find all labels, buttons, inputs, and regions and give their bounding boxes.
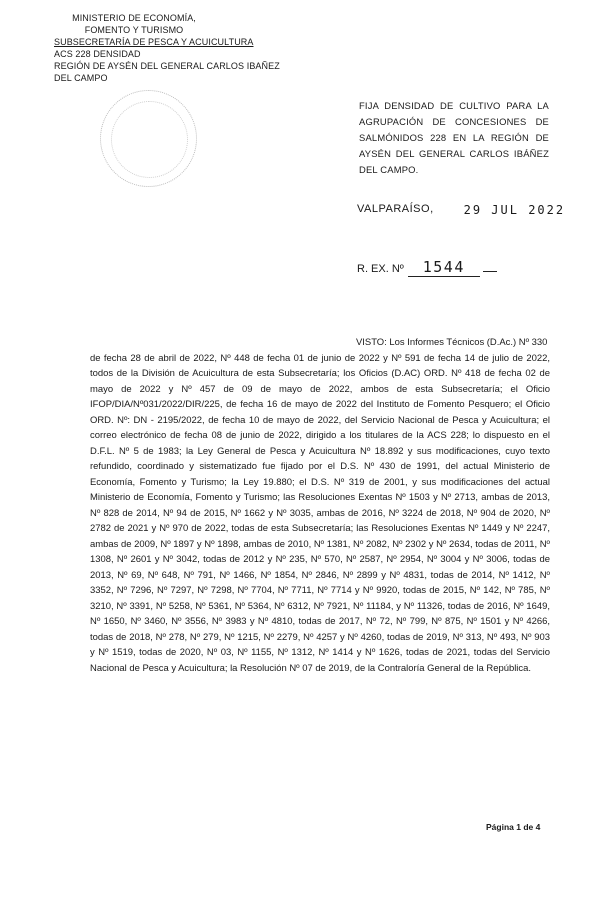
place-and-date bbox=[357, 203, 565, 217]
place: VALPARAÍSO, bbox=[357, 203, 434, 215]
official-seal bbox=[100, 90, 197, 187]
region-line: REGIÓN DE AYSÉN DEL GENERAL CARLOS IBAÑEZ DEL CAMPO bbox=[54, 61, 280, 83]
ministry-line-2: FOMENTO Y TURISMO bbox=[84, 25, 184, 35]
letterhead bbox=[54, 12, 284, 84]
resolution-number bbox=[357, 258, 497, 277]
subsecretaria-line: SUBSECRETARÍA DE PESCA Y ACUICULTURA bbox=[54, 37, 254, 47]
ministry-line-1: MINISTERIO DE ECONOMÍA, bbox=[72, 13, 196, 23]
rex-number: 1544 bbox=[408, 258, 480, 277]
rex-label: R. EX. Nº bbox=[357, 263, 404, 275]
official-seal-inner-ring bbox=[111, 101, 188, 178]
rex-underline-tail bbox=[483, 271, 497, 272]
visto-paragraph bbox=[90, 335, 550, 676]
visto-first-line: VISTO: Los Informes Técnicos (D.Ac.) Nº 330 bbox=[356, 337, 548, 348]
page-number: Página 1 de 4 bbox=[486, 822, 541, 832]
reference-line: ACS 228 DENSIDAD bbox=[54, 49, 141, 59]
visto-body: de fecha 28 de abril de 2022, Nº 448 de fecha 01 de junio de 2022 y Nº 591 de fecha 14 de julio de 2022, todos de la División de Acuicultura de esta Subsecretaría; los Oficios (D.AC) ORD. Nº 418 de fecha 02 de mayo de 2022 y Nº 457 de 09 de mayo de 2022, ambos de esta Subsecretaría; el Oficio IFOP/DIA/Nº031/2022/DIR/225, de fecha 16 de mayo de 2022 del Instituto de Fomento Pesquero; el Oficio ORD. Nº: DN - 2195/2022, de fecha 10 de mayo de 2022, del Servicio Nacional de Pesca y Acuicultura; el correo electrónico de fecha 08 de junio de 2022, dirigido a los titulares de la ACS 228; lo dispuesto en el D.F.L. Nº 5 de 1983; la Ley General de Pesca y Acuicultura Nº 18.892 y sus modificaciones, cuyo texto refundido, coordinado y sistematizado fue fijado por el D.S. Nº 430 de 1991, del actual Ministerio de Economía, Fomento y Turismo; la Ley 19.880; el D.S. Nº 319 de 2001, y sus modificaciones del actual Ministerio de Economía, Fomento y Turismo; las Resoluciones Exentas Nº 1503 y Nº 2713, ambas de 2013, Nº 828 de 2014, Nº 94 de 2015, Nº 1662 y Nº 3035, ambas de 2016, Nº 3224 de 2018, Nº 904 de 2020, Nº 2782 de 2021 y Nº 970 de 2022, todas de esta Subsecretaría; las Resoluciones Exentas Nº 1449 y Nº 2247, ambas de 2009, Nº 1897 y Nº 1898, ambas de 2010, Nº 1381, Nº 2082, Nº 2302 y Nº 2634, todas de 2011, Nº 1308, Nº 2601 y Nº 3042, todas de 2012 y Nº 235, Nº 570, Nº 2587, Nº 2954, Nº 3004 y Nº 3006, todas de 2013, Nº 69, Nº 648, Nº 791, Nº 1466, Nº 1854, Nº 2846, Nº 2899 y Nº 4831, todas de 2014, Nº 1412, Nº 3352, Nº 7296, Nº 7297, Nº 7298, Nº 7704, Nº 7711, Nº 7714 y Nº 9920, todas de 2015, Nº 142, Nº 785, Nº 3210, Nº 3391, Nº 5258, Nº 5361, Nº 5364, Nº 6312, Nº 7921, Nº 11184, y Nº 11326, todas de 2016, Nº 1649, Nº 1650, Nº 3460, Nº 3556, Nº 3983 y Nº 4810, todas de 2017, Nº 72, Nº 799, Nº 875, Nº 1501 y Nº 4266, todas de 2018, Nº 278, Nº 279, Nº 1215, Nº 2279, Nº 4257 y Nº 4260, todas de 2019, Nº 313, Nº 493, Nº 903 y Nº 1519, todas de 2020, Nº 03, Nº 1155, Nº 1312, Nº 1414 y Nº 1626, todas de 2021, todas del Servicio Nacional de Pesca y Acuicultura; la Resolución Nº 07 de 2019, de la Contraloría General de la República. bbox=[90, 352, 550, 674]
date-stamp: 29 JUL 2022 bbox=[463, 203, 566, 217]
resolution-title: FIJA DENSIDAD DE CULTIVO PARA LA AGRUPACIÓN DE CONCESIONES DE SALMÓNIDOS 228 EN LA REGIÓN DE AYSÉN DEL GENERAL CARLOS IBÁÑEZ DEL CAMPO. bbox=[359, 100, 549, 175]
